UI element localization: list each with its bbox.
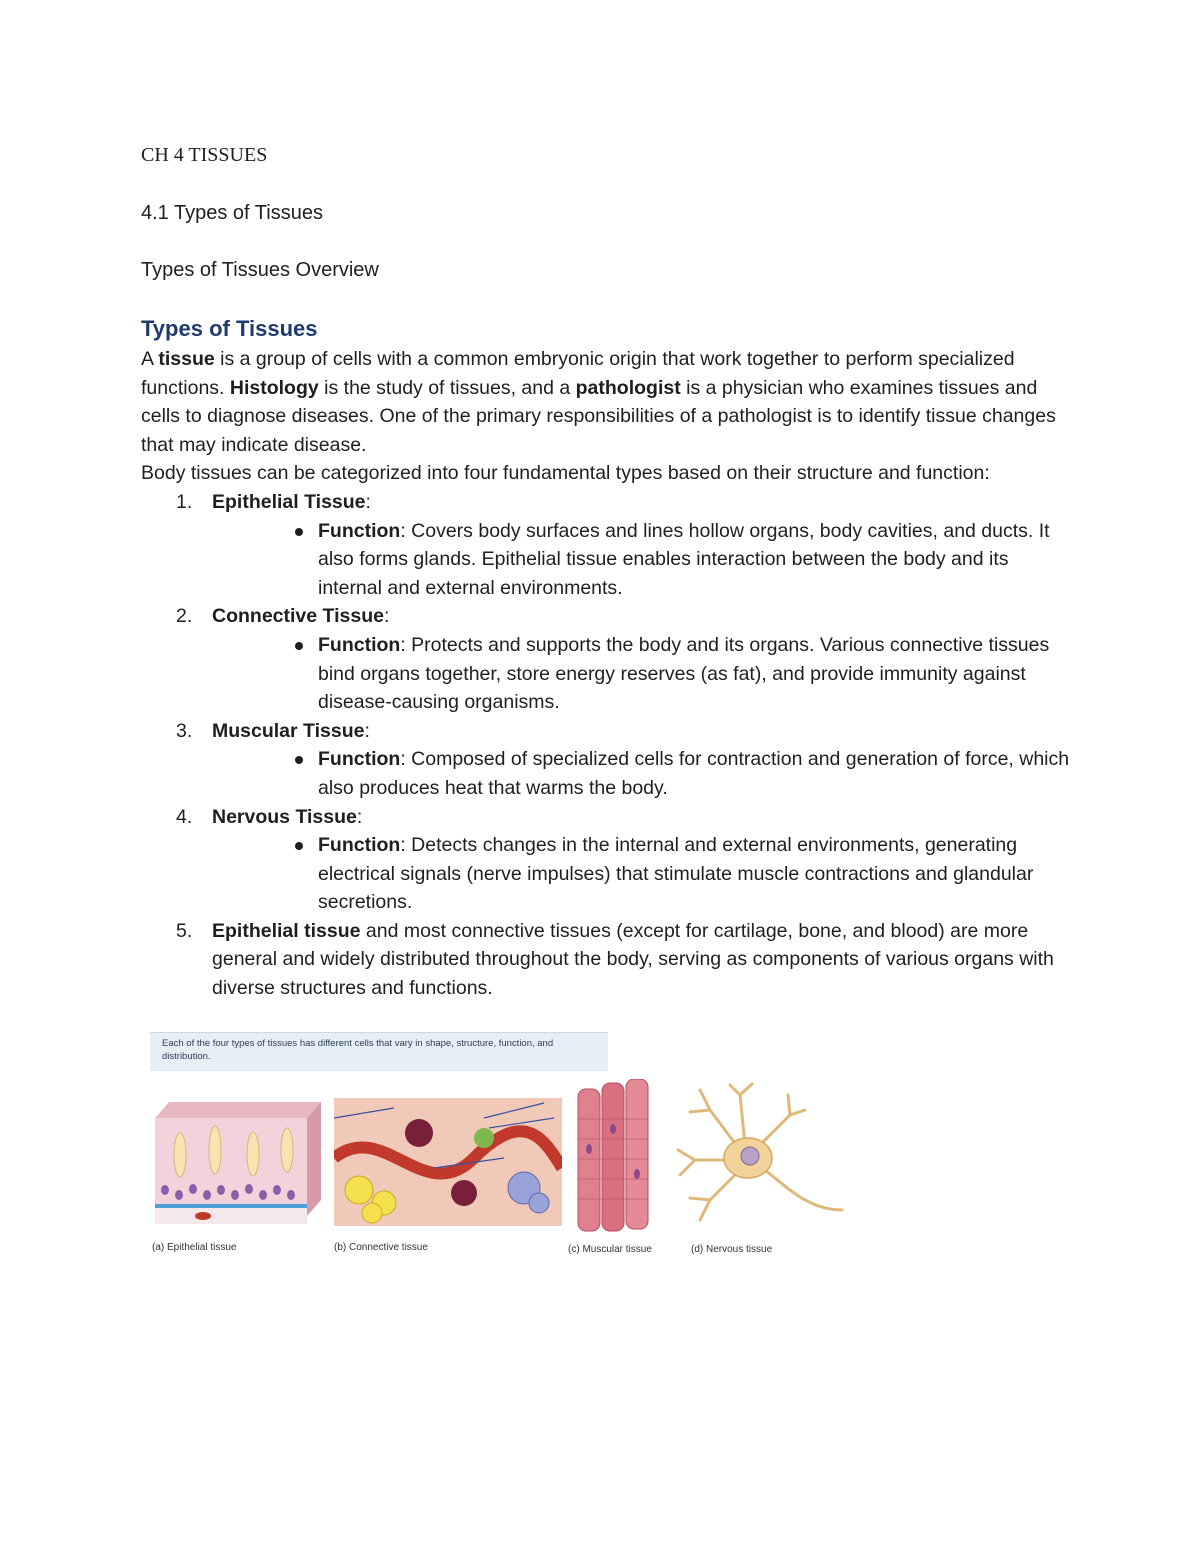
figure-caption-box bbox=[150, 1032, 608, 1071]
list-number: 4. bbox=[176, 805, 193, 828]
tissue-name: Nervous Tissue bbox=[212, 805, 357, 828]
overview-title: Types of Tissues Overview bbox=[141, 259, 379, 281]
section-title: 4.1 Types of Tissues bbox=[141, 202, 323, 224]
list-item bbox=[212, 745, 1071, 802]
tissue-name: Connective Tissue bbox=[212, 605, 384, 628]
function-list bbox=[212, 745, 1071, 802]
function-label: Function bbox=[318, 633, 401, 656]
connective-tissue-illustration bbox=[334, 1098, 562, 1226]
section-heading: Types of Tissues bbox=[141, 316, 318, 341]
intro-text: is a physician who examines tissues and cells to diagnose diseases. One of the primary responsibilities of a pathologist is to identify tissue changes that may indicate disease. bbox=[141, 376, 1056, 456]
term-pathologist: pathologist bbox=[575, 376, 681, 399]
chapter-title: CH 4 TISSUES bbox=[141, 144, 268, 166]
function-text: : Detects changes in the internal and external environments, generating electrical signals (nerve impulses) that stimulate muscle contractions and glandular secretions. bbox=[318, 834, 1034, 914]
label-connective: (b) Connective tissue bbox=[334, 1242, 428, 1253]
bullet-icon bbox=[295, 756, 303, 764]
function-text: : Covers body surfaces and lines hollow organs, body cavities, and ducts. It also forms glands. Epithelial tissue enables interaction between the body and its internal and external environments. bbox=[318, 519, 1050, 599]
tissue-name: Epithelial tissue bbox=[212, 919, 361, 942]
list-number: 2. bbox=[176, 605, 193, 628]
function-list bbox=[212, 517, 1071, 603]
label-nervous: (d) Nervous tissue bbox=[691, 1244, 773, 1255]
list-item bbox=[212, 831, 1071, 917]
colon: : bbox=[365, 490, 371, 513]
function-label: Function bbox=[318, 748, 401, 771]
list-item bbox=[212, 631, 1071, 717]
function-label: Function bbox=[318, 834, 401, 857]
muscular-tissue-illustration bbox=[576, 1079, 651, 1234]
list-number: 5. bbox=[176, 919, 193, 942]
label-muscular: (c) Muscular tissue bbox=[568, 1244, 652, 1255]
intro-text: A bbox=[141, 348, 159, 370]
list-number: 3. bbox=[176, 719, 193, 742]
label-epithelial: (a) Epithelial tissue bbox=[152, 1242, 237, 1253]
colon: : bbox=[364, 719, 370, 742]
tissue-types-list bbox=[141, 488, 1071, 1003]
function-text: : Composed of specialized cells for contraction and generation of force, which also produces heat that warms the body. bbox=[318, 748, 1070, 799]
list-item bbox=[141, 803, 1071, 917]
function-list bbox=[212, 631, 1071, 717]
intro-text: is a group of cells with a common embryonic origin that work together to perform specialized functions. bbox=[141, 348, 1015, 399]
function-text: : Protects and supports the body and its organs. Various connective tissues bind organs together, store energy reserves (as fat), and provide immunity against disease-causing organisms. bbox=[318, 633, 1050, 714]
list-number: 1. bbox=[176, 490, 193, 513]
bullet-icon bbox=[295, 528, 303, 536]
list-item bbox=[141, 717, 1071, 803]
colon: : bbox=[383, 605, 390, 628]
list-item bbox=[141, 602, 1071, 716]
figure-caption: Each of the four types of tissues has different cells that vary in shape, structure, function, and distribution. bbox=[162, 1038, 554, 1062]
list-item bbox=[141, 488, 1071, 602]
term-tissue: tissue bbox=[158, 348, 215, 370]
epithelial-tissue-illustration bbox=[155, 1100, 321, 1230]
colon: : bbox=[356, 805, 363, 828]
list-text: and most connective tissues (except for cartilage, bone, and blood) are more general and widely distributed throughout the body, serving as components of various organs with diverse structures and functions. bbox=[212, 919, 1054, 1000]
tissue-name: Epithelial Tissue bbox=[212, 490, 366, 513]
document-body bbox=[141, 140, 1071, 1003]
function-list bbox=[212, 831, 1071, 917]
intro-text: is the study of tissues, and a bbox=[318, 376, 576, 399]
list-item bbox=[212, 517, 1071, 603]
nervous-tissue-illustration bbox=[670, 1080, 845, 1230]
term-histology: Histology bbox=[229, 376, 319, 399]
intro-paragraph bbox=[141, 345, 1071, 459]
list-item bbox=[141, 917, 1071, 1003]
tissue-figure bbox=[150, 1032, 850, 1262]
bullet-icon bbox=[295, 842, 303, 850]
tissue-name: Muscular Tissue bbox=[212, 719, 365, 742]
function-label: Function bbox=[318, 519, 401, 542]
categories-paragraph: Body tissues can be categorized into four fundamental types based on their structure and function: bbox=[141, 462, 990, 485]
bullet-icon bbox=[295, 642, 303, 650]
